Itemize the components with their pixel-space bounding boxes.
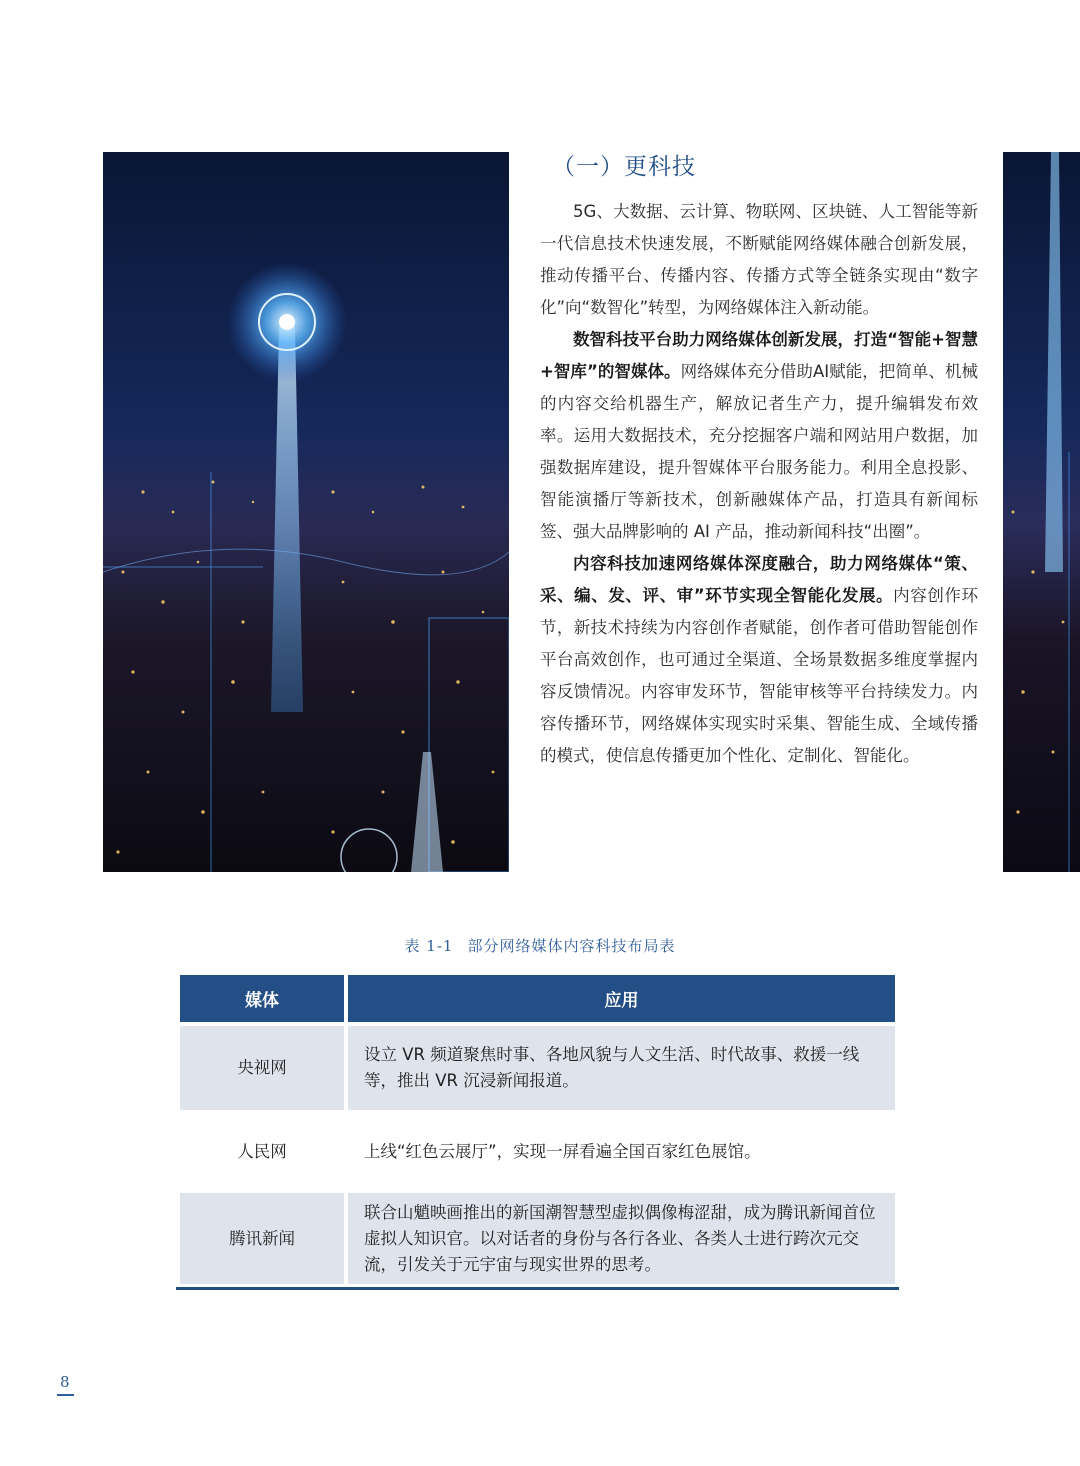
- page-number: 8: [60, 1373, 70, 1391]
- table-row: [180, 1193, 895, 1284]
- table-row: [180, 1026, 895, 1110]
- city-skyline-graphic: [103, 152, 509, 872]
- table-caption-number: 表 1-1: [404, 937, 454, 955]
- table-header-application: 应用: [348, 975, 895, 1022]
- body-text: [540, 196, 978, 772]
- table-cell-application: 上线“红色云展厅”，实现一屏看遍全国百家红色展馆。: [364, 1141, 761, 1161]
- paragraph-platform-lead: 数智科技平台助力网络媒体创新发展，打造“智能+智慧+智库”的智媒体。: [540, 330, 978, 381]
- table-cell-media: 央视网: [180, 1026, 344, 1110]
- paragraph-intro: 5G、大数据、云计算、物联网、区块链、人工智能等新一代信息技术快速发展，不断赋能网络媒体融合创新发展，推动传播平台、传播内容、传播方式等全链条实现由“数字化”向“数智化”转型，为网络媒体注入新动能。: [540, 202, 978, 317]
- paragraph-content-tech-lead: 内容科技加速网络媒体深度融合，助力网络媒体“策、采、编、发、评、审”环节实现全智能化发展。: [540, 554, 978, 605]
- table-row: [180, 1114, 895, 1189]
- table-header-media: 媒体: [180, 975, 344, 1022]
- table-caption-title: 部分网络媒体内容科技布局表: [467, 937, 676, 955]
- city-night-photo-strip: [1003, 152, 1080, 872]
- page-number-underline: [57, 1394, 74, 1396]
- table-cell-media: 腾讯新闻: [180, 1193, 344, 1284]
- paragraph-content-tech-body: 内容创作环节，新技术持续为内容创作者赋能，创作者可借助智能创作平台高效创作，也可通过全渠道、全场景数据多维度掌握内容反馈情况。内容审发环节，智能审核等平台持续发力。内容传播环节，网络媒体实现实时采集、智能生成、全域传播的模式，使信息传播更加个性化、定制化、智能化。: [540, 586, 978, 765]
- media-tech-table: [180, 975, 895, 1284]
- table-caption: [0, 935, 1080, 956]
- paragraph-platform-body: 网络媒体充分借助AI赋能，把简单、机械的内容交给机器生产，解放记者生产力，提升编辑发布效率。运用大数据技术，充分挖掘客户端和网站用户数据，加强数据库建设，提升智媒体平台服务能力。利用全息投影、智能演播厅等新技术，创新融媒体产品，打造具有新闻标签、强大品牌影响的 AI 产品，推动新闻科技“出圈”。: [540, 362, 978, 541]
- section-title: （一）更科技: [552, 154, 696, 180]
- paragraph-content-tech: [540, 548, 978, 772]
- table-cell-application: 设立 VR 频道聚焦时事、各地风貌与人文生活、时代故事、救援一线等，推出 VR 沉浸新闻报道。: [348, 1026, 895, 1110]
- city-night-photo: [103, 152, 509, 872]
- light-beam-graphic: [1003, 152, 1080, 872]
- table-cell-application: 联合山魈映画推出的新国潮智慧型虚拟偶像梅涩甜，成为腾讯新闻首位虚拟人知识官。以对话者的身份与各行各业、各类人士进行跨次元交流，引发关于元宇宙与现实世界的思考。: [348, 1193, 895, 1284]
- table-cell-media: 人民网: [237, 1141, 287, 1161]
- table-header-row: [180, 975, 895, 1022]
- paragraph-platform: [540, 324, 978, 548]
- table-bottom-rule: [176, 1287, 899, 1290]
